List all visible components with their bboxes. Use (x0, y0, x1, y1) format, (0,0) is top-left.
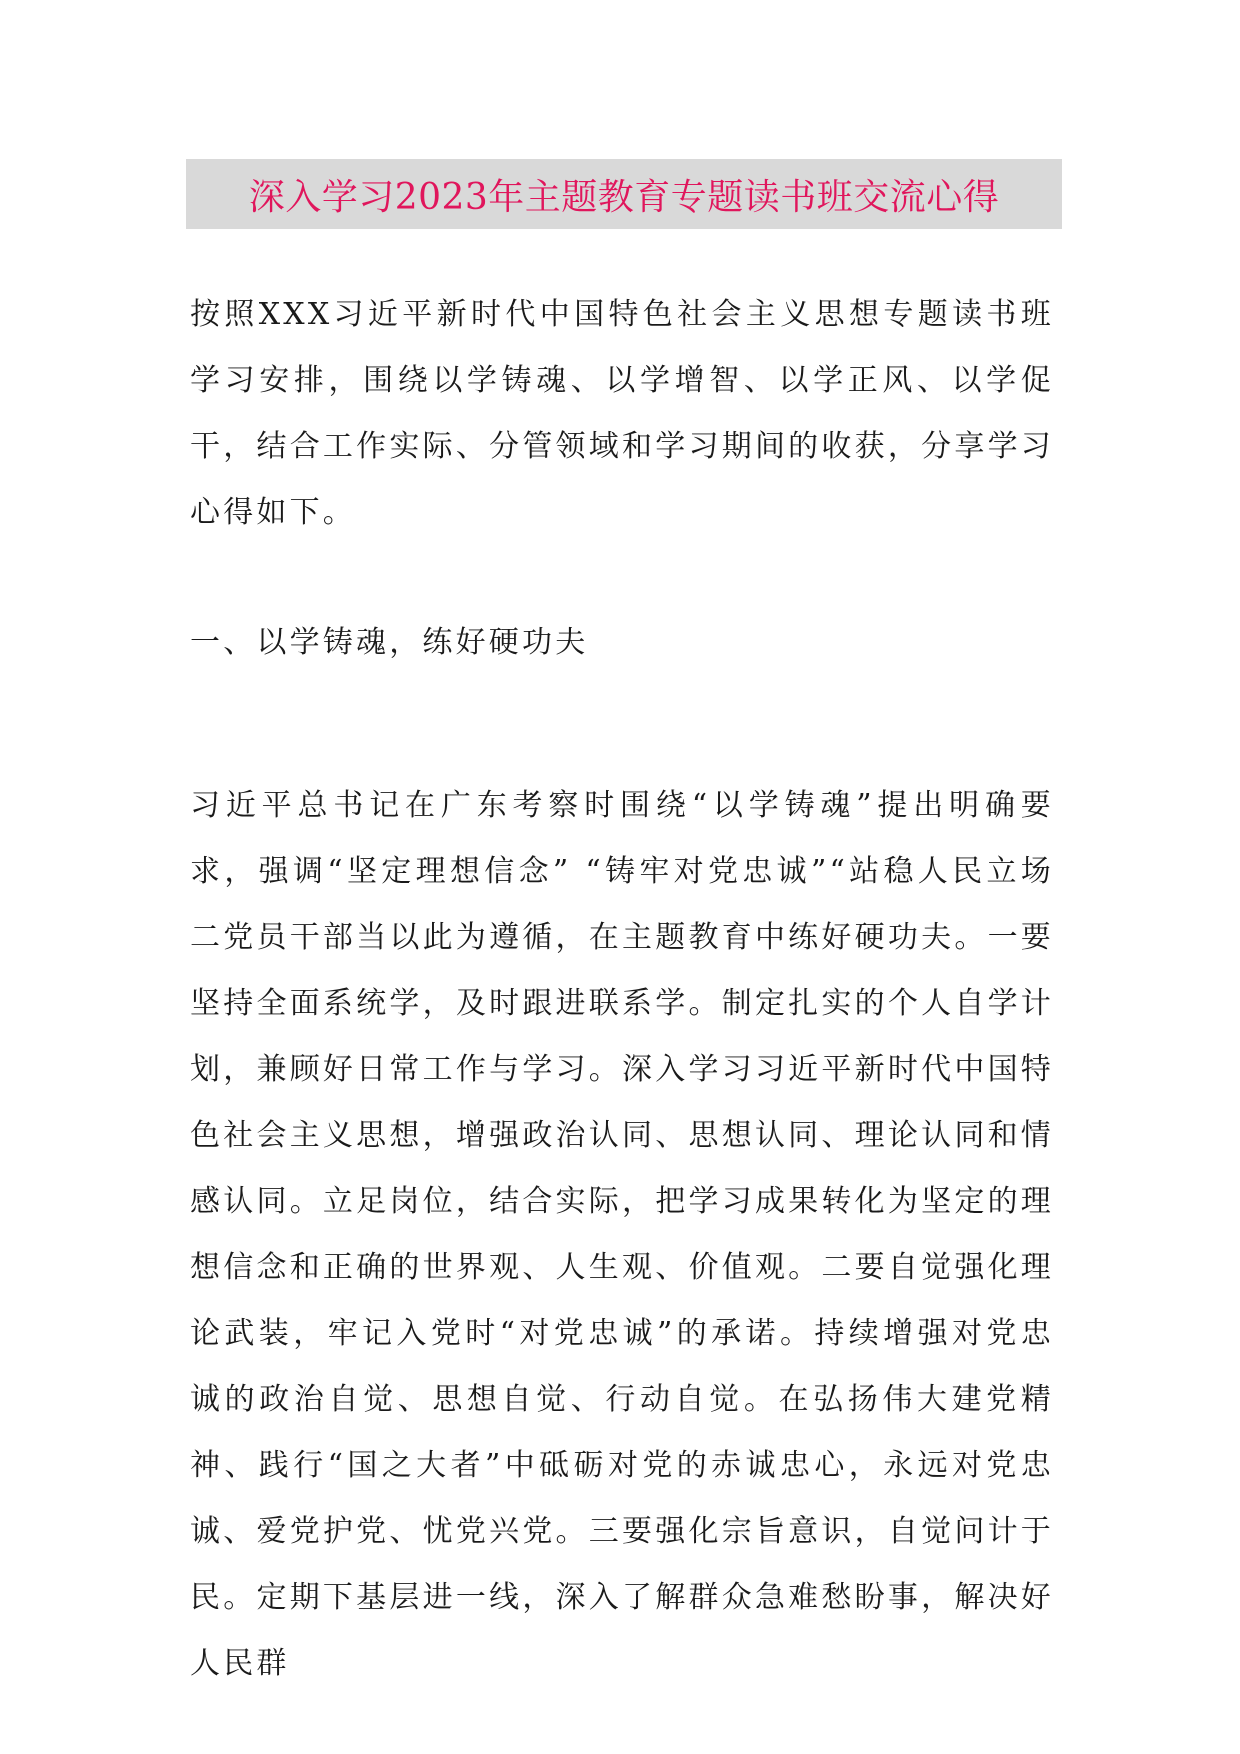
section-paragraph: 习近平总书记在广东考察时围绕“以学铸魂”提出明确要求，强调“坚定理想信念” “铸牢对党忠诚”“站稳人民立场二党员干部当以此为遵循，在主题教育中练好硬功夫。一要坚持全面系统学，及时跟进联系学。制定扎实的个人自学计划，兼顾好日常工作与学习。深入学习习近平新时代中国特色社会主义思想，增强政治认同、思想认同、理论认同和情感认同。立足岗位，结合实际，把学习成果转化为坚定的理想信念和正确的世界观、人生观、价值观。二要自觉强化理论武装，牢记入党时“对党忠诚”的承诺。持续增强对党忠诚的政治自觉、思想自觉、行动自觉。在弘扬伟大建党精神、践行“国之大者”中砥砺对党的赤诚忠心，永远对党忠诚、爱党护党、忧党兴党。三要强化宗旨意识，自觉问计于民。定期下基层进一线，深入了解群众急难愁盼事，解决好人民群 (190, 788, 1054, 1681)
section-heading: 一、以学铸魂，练好硬功夫 (190, 625, 589, 660)
intro-paragraph: 按照XXX习近平新时代中国特色社会主义思想专题读书班学习安排，围绕以学铸魂、以学增智、以学正风、以学促干，结合工作实际、分管领域和学习期间的收获，分享学习心得如下。 (190, 297, 1054, 530)
title-banner (186, 159, 1062, 229)
document-title: 深入学习2023年主题教育专题读书班交流心得 (248, 176, 1000, 218)
